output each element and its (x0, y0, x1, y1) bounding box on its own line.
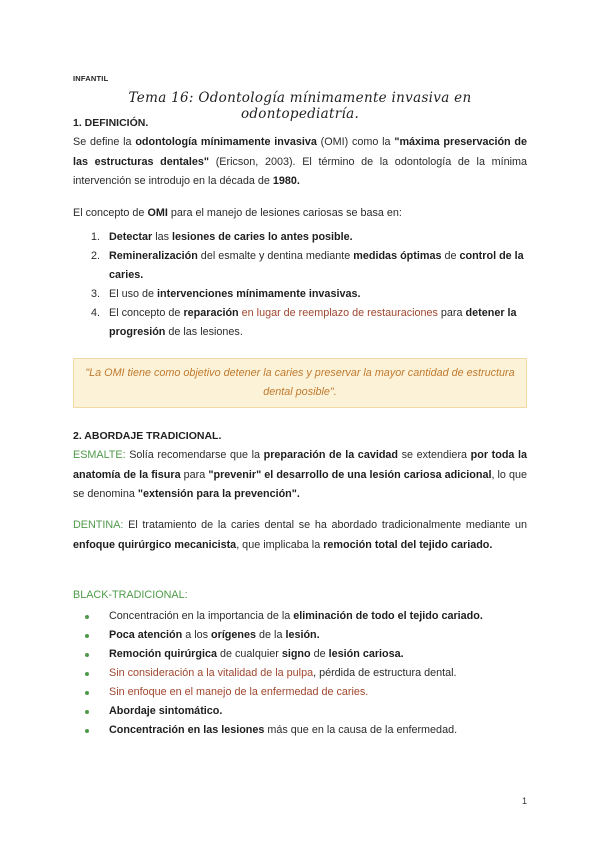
bold-text: Remoción quirúrgica (109, 648, 217, 660)
list-number: 3. (91, 288, 101, 300)
section-heading-definicion: 1. DEFINICIÓN. (73, 117, 149, 129)
bold-text: odontología mínimamente invasiva (135, 136, 317, 148)
definition-paragraph (73, 133, 527, 192)
text: , lo que se denomina (73, 468, 528, 500)
text: Concentración en la importancia de la (109, 610, 294, 622)
dentina-paragraph (73, 516, 527, 555)
list-item (73, 721, 527, 740)
omi-principles-list (73, 228, 527, 342)
bold-text: lesiones de caries lo antes posible. (172, 231, 353, 243)
list-item (73, 683, 527, 702)
header-tag: INFANTIL (73, 74, 109, 83)
text: , pérdida de estructura dental. (313, 667, 457, 679)
text: El concepto de (109, 307, 184, 319)
quote-box (73, 358, 527, 408)
bullet-icon (85, 634, 89, 638)
black-tradicional-list (73, 607, 527, 740)
bold-text: lesión. (285, 629, 320, 641)
list-item (73, 247, 527, 285)
bullet-icon (85, 691, 89, 695)
bold-text: Poca atención (109, 629, 183, 641)
text: , que implicaba la (236, 538, 324, 551)
text: de cualquier (217, 648, 282, 660)
text: El uso de (109, 288, 158, 300)
list-item (73, 304, 527, 342)
bold-text: "máxima preservación de las estructuras dentales" (73, 136, 528, 168)
bullet-icon (85, 615, 89, 619)
text: (Ericson, 2003). El término de la odontología de la mínima intervención se introdujo en la década de (73, 155, 527, 187)
text: para el manejo de lesiones cariosas se basa en: (167, 207, 402, 219)
bold-text: 1980. (272, 175, 300, 187)
esmalte-paragraph (73, 446, 527, 505)
bullet-icon (85, 653, 89, 657)
omi-intro-paragraph (73, 204, 527, 224)
text: a los (182, 629, 212, 641)
text: de (441, 250, 460, 262)
bold-text: OMI (147, 207, 168, 219)
bold-text: "extensión para la prevención". (137, 488, 300, 500)
text: para (437, 307, 466, 319)
text: se extendiera (398, 449, 471, 461)
text: del esmalte y dentina mediante (197, 250, 354, 262)
bold-text: Concentración en las lesiones (109, 724, 265, 736)
text: El concepto de (73, 207, 148, 219)
highlight-text: Sin consideración a la vitalidad de la pulpa (109, 667, 314, 679)
section-label: ESMALTE: (73, 449, 126, 461)
list-item (73, 285, 527, 304)
bold-text: lesión cariosa. (328, 648, 404, 660)
text: para (180, 468, 209, 481)
text: de la (256, 629, 286, 641)
list-item (73, 664, 527, 683)
text: más que en la causa de la enfermedad. (264, 724, 458, 736)
bold-text: remoción total del tejido cariado. (323, 538, 493, 551)
bold-text: detener la progresión (109, 307, 517, 338)
bold-text: reparación (183, 307, 239, 319)
list-item (73, 645, 527, 664)
bold-text: "prevenir" el desarrollo de una lesión cariosa adicional (208, 468, 492, 481)
list-number: 2. (91, 250, 101, 262)
black-tradicional-label: BLACK-TRADICIONAL: (73, 589, 188, 601)
bullet-icon (85, 710, 89, 714)
page-title: Tema 16: Odontología mínimamente invasiva en odontopediatría. (128, 90, 472, 122)
list-number: 4. (91, 307, 101, 319)
text: las (152, 231, 173, 243)
text: Se define la (73, 136, 136, 148)
section-label: DENTINA: (73, 519, 124, 531)
bold-text: signo (281, 648, 311, 660)
quote-text: "La OMI tiene como objetivo detener la caries y preservar la mayor cantidad de estructura dental posible". (85, 367, 515, 398)
bold-text: Abordaje sintomático. (109, 705, 223, 717)
bold-text: por toda la anatomía de la fisura (73, 449, 528, 481)
bold-text: Detectar (109, 231, 153, 243)
bold-text: eliminación de todo el tejido cariado. (293, 610, 483, 622)
section-heading-abordaje: 2. ABORDAJE TRADICIONAL. (73, 430, 222, 442)
text: Solía recomendarse que la (125, 449, 264, 461)
bold-text: Remineralización (109, 250, 198, 262)
text: El tratamiento de la caries dental se ha abordado tradicionalmente mediante un (123, 519, 527, 531)
list-item (73, 607, 527, 626)
page-number: 1 (521, 796, 527, 806)
bold-text: preparación de la cavidad (263, 449, 399, 461)
bullet-icon (85, 729, 89, 733)
bold-text: medidas óptimas (353, 250, 442, 262)
text: de las lesiones. (165, 326, 243, 338)
list-item (73, 626, 527, 645)
text: de (310, 648, 329, 660)
list-number: 1. (91, 231, 101, 243)
list-item (73, 228, 527, 247)
list-item (73, 702, 527, 721)
bold-text: control de la caries. (109, 250, 524, 281)
bold-text: intervenciones mínimamente invasivas. (157, 288, 361, 300)
highlight-text: Sin enfoque en el manejo de la enfermedad de caries. (109, 686, 369, 698)
bullet-icon (85, 672, 89, 676)
bold-text: orígenes (211, 629, 257, 641)
text: (OMI) como la (316, 136, 395, 148)
bold-text: enfoque quirúrgico mecanicista (73, 538, 237, 551)
highlight-text: en lugar de reemplazo de restauraciones (238, 307, 438, 319)
